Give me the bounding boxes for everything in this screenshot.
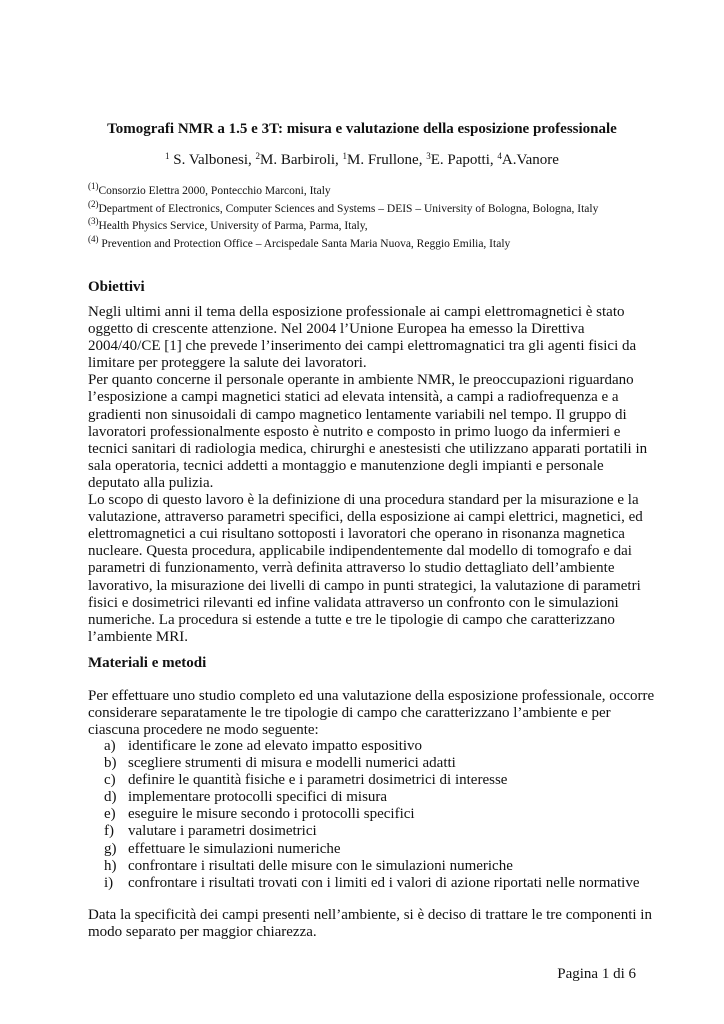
list-item <box>104 858 644 875</box>
author-affil-sup: 2 <box>255 151 261 161</box>
text-line: limitare per proteggere la salute dei lavoratori. <box>88 355 367 372</box>
affiliation-sup: (4) <box>88 233 99 244</box>
author-affil-sup: 4 <box>497 151 502 161</box>
list-item <box>104 841 644 858</box>
author-name: S. Valbonesi, <box>169 152 256 168</box>
list-item-text: confrontare i risultati delle misure con le simulazioni numeriche <box>128 857 513 874</box>
author-affil-sup: 1 <box>342 151 348 161</box>
section-closing-materiali <box>88 907 652 941</box>
text-line: valutazione, attraverso parametri specifici, della esposizione ai campi elettrici, magnetici, ed <box>88 509 643 526</box>
list-item-text: confrontare i risultati trovati con i limiti ed i valori di azione riportati nelle normative <box>128 874 640 891</box>
text-line: lavorativo, la misurazione dei livelli di campo in punti strategici, la valutazione di parametri <box>88 577 641 594</box>
list-item-text: definire le quantità fisiche e i parametri dosimetrici di interesse <box>128 772 508 789</box>
affiliation <box>88 233 648 254</box>
text-line: tecnici sanitari di radiologia medica, chirurghi e anestesisti che utilizzano apparati portatili in <box>88 440 648 457</box>
list-item <box>104 875 644 892</box>
procedure-list <box>104 738 644 892</box>
author-list <box>0 152 724 169</box>
text-line: lavoratori professionalmente esposto è nutrito e composto in primo luogo da infermieri e <box>88 423 621 440</box>
list-item-text: implementare protocolli specifici di misura <box>128 789 388 806</box>
affiliation-text: Health Physics Service, University of Parma, Parma, Italy, <box>98 220 368 232</box>
author-name: A.Vanore <box>501 152 559 168</box>
author-name: M. Barbiroli, <box>260 152 343 168</box>
list-item <box>104 823 644 840</box>
text-line: l’esposizione a campi magnetici statici ad elevata intensità, a campi a radiofrequenza e a <box>88 389 619 406</box>
text-line: modo separato per maggior chiarezza. <box>88 924 317 941</box>
text-line: sala operatoria, tecnici addetti a montaggio e manutenzione degli impianti e personale <box>88 457 604 474</box>
affiliation-sup: (1) <box>88 181 99 191</box>
affiliation-list <box>88 183 648 253</box>
text-line: l’ambiente MRI. <box>88 628 188 645</box>
text-line: numeriche. La procedura si estende a tutte e tre le tipologie di campo che caratterizzano <box>88 611 615 628</box>
list-item <box>104 738 644 755</box>
list-item-text: valutare i parametri dosimetrici <box>128 823 317 840</box>
list-item <box>104 772 644 789</box>
text-line: fisici e dosimetrici rilevanti ed infine validata attraverso un confronto con le simulazioni <box>88 594 619 611</box>
affiliation-sup: (3) <box>88 216 99 226</box>
text-line: considerare separatamente le tre tipologie di campo che caratterizzano l’ambiente e per <box>88 705 611 722</box>
section-intro-materiali <box>88 688 655 739</box>
affiliation <box>88 198 648 219</box>
author-affil-sup: 1 <box>165 151 170 161</box>
affiliation-text: Department of Electronics, Computer Sciences and Systems – DEIS – University of Bologna, Bologna, Italy <box>98 202 599 215</box>
affiliation-text: Prevention and Protection Office – Arcispedale Santa Maria Nuova, Reggio Emilia, Italy <box>98 237 511 250</box>
list-item <box>104 789 644 806</box>
list-marker: g) <box>104 840 117 857</box>
list-item <box>104 755 644 772</box>
text-line: Negli ultimi anni il tema della esposizione professionale ai campi elettromagnetici è stato <box>88 304 625 320</box>
list-marker: c) <box>104 772 116 789</box>
text-line: gradienti non sinusoidali di campo magnetico lentamente variabili nel tempo. Il gruppo di <box>88 406 627 423</box>
section-heading-materiali: Materiali e metodi <box>88 655 207 671</box>
list-marker: b) <box>104 755 117 772</box>
text-line: oggetto di crescente attenzione. Nel 2004 l’Unione Europea ha emesso la Direttiva <box>88 321 585 338</box>
affiliation <box>88 218 648 236</box>
list-item-text: scegliere strumenti di misura e modelli numerici adatti <box>128 755 456 772</box>
text-line: Per quanto concerne il personale operante in ambiente NMR, le preoccupazioni riguardano <box>88 372 634 389</box>
list-item <box>104 806 644 823</box>
text-line: nucleare. Questa procedura, applicabile indipendentemente dal modello di tomografo e dai <box>88 543 632 560</box>
paper-title: Tomografi NMR a 1.5 e 3T: misura e valutazione della esposizione professionale <box>107 121 617 137</box>
section-body-obiettivi <box>88 304 648 646</box>
list-item-text: eseguire le misure secondo i protocolli specifici <box>128 806 415 823</box>
list-marker: i) <box>104 874 114 891</box>
list-marker: d) <box>104 789 117 806</box>
affiliation-text: Consorzio Elettra 2000, Pontecchio Marconi, Italy <box>98 185 331 197</box>
list-marker: a) <box>104 738 116 754</box>
affiliation <box>88 183 648 201</box>
text-line: deputato alla pulizia. <box>88 474 214 491</box>
page-number: Pagina 1 di 6 <box>557 966 636 982</box>
text-line: Per effettuare uno studio completo ed una valutazione della esposizione professionale, occorre <box>88 688 655 704</box>
list-marker: h) <box>104 857 117 874</box>
author-affil-sup: 3 <box>426 151 431 161</box>
section-heading-obiettivi: Obiettivi <box>88 279 145 295</box>
text-line: parametri di funzionamento, verrà definita attraverso lo studio dettagliato dell’ambiente <box>88 560 615 577</box>
list-item-text: effettuare le simulazioni numeriche <box>128 840 341 857</box>
text-line: ciascuna procedere ne modo seguente: <box>88 722 319 739</box>
author-name: E. Papotti, <box>430 152 498 168</box>
affiliation-sup: (2) <box>88 198 99 209</box>
text-line: Data la specificità dei campi presenti nell’ambiente, si è deciso di trattare le tre componenti in <box>88 907 652 923</box>
text-line: elettromagnetici a cui risultano sottoposti i lavoratori che operano in risonanza magnetica <box>88 526 625 543</box>
list-item-text: identificare le zone ad elevato impatto espositivo <box>128 738 423 754</box>
text-line: Lo scopo di questo lavoro è la definizione di una procedura standard per la misurazione e la <box>88 492 639 509</box>
author-name: M. Frullone, <box>347 152 427 168</box>
text-line: 2004/40/CE [1] che prevede l’inserimento dei campi elettromagnatici tra gli agenti fisici da <box>88 338 637 355</box>
list-marker: f) <box>104 823 114 840</box>
list-marker: e) <box>104 806 116 823</box>
